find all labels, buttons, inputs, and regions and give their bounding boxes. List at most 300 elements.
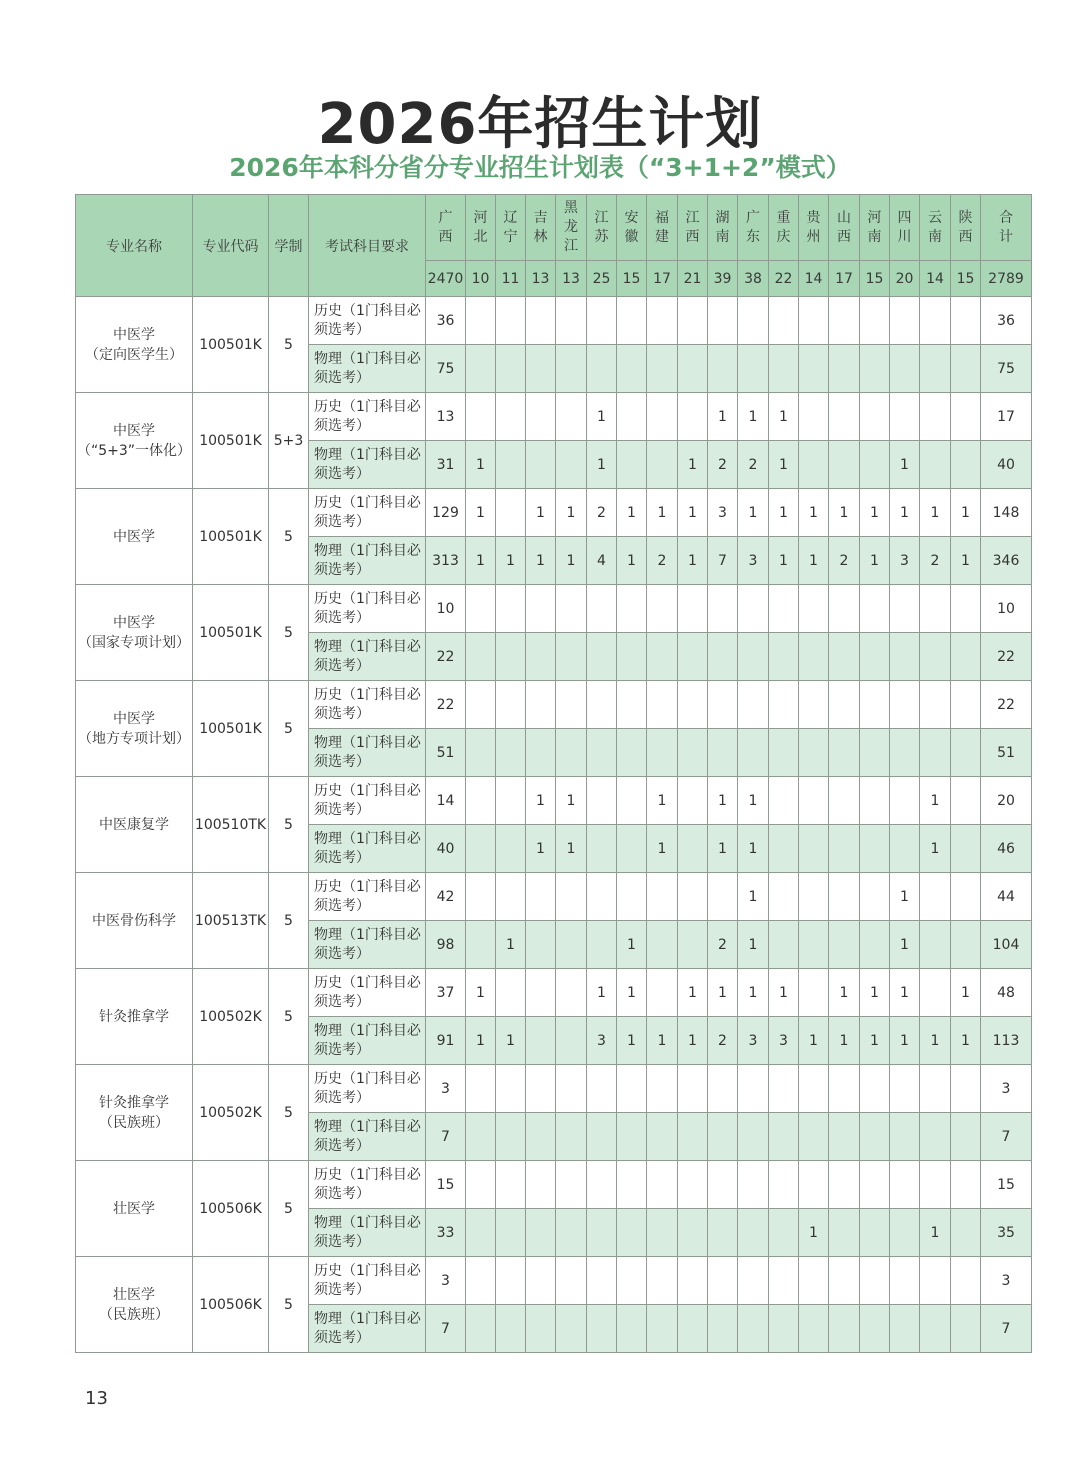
quota-cell (799, 441, 829, 489)
quota-cell: 40 (426, 825, 466, 873)
header-province-9 (708, 195, 738, 261)
quota-cell: 1 (829, 969, 860, 1017)
subject-requirement (309, 537, 426, 585)
quota-cell (829, 1257, 860, 1305)
quota-cell (466, 393, 496, 441)
quota-cell: 1 (556, 489, 587, 537)
quota-cell (526, 441, 556, 489)
quota-cell: 36 (426, 297, 466, 345)
quota-cell (587, 585, 617, 633)
quota-cell (799, 585, 829, 633)
quota-cell (951, 585, 981, 633)
subject-line: 历史（1门科目必 (314, 686, 421, 703)
row-total-cell: 17 (981, 393, 1032, 441)
row-total-cell: 75 (981, 345, 1032, 393)
quota-cell (526, 1161, 556, 1209)
quota-cell (829, 873, 860, 921)
header-province-0 (426, 195, 466, 261)
quota-cell (890, 777, 920, 825)
quota-cell: 1 (466, 1017, 496, 1065)
quota-cell (678, 633, 708, 681)
quota-cell: 1 (466, 969, 496, 1017)
header-subject: 考试科目要求 (309, 195, 426, 297)
header-province-12 (799, 195, 829, 261)
quota-cell (860, 297, 890, 345)
province-char: 湖 (715, 209, 730, 226)
quota-cell: 1 (466, 489, 496, 537)
quota-cell: 7 (426, 1305, 466, 1353)
quota-cell (556, 1017, 587, 1065)
quota-cell: 22 (426, 681, 466, 729)
row-total-cell: 46 (981, 825, 1032, 873)
row-total-cell: 15 (981, 1161, 1032, 1209)
province-char: 北 (473, 228, 488, 245)
quota-cell (587, 729, 617, 777)
major-name-line: （“5+3”一体化） (76, 442, 192, 459)
quota-cell: 42 (426, 873, 466, 921)
major-years: 5 (269, 585, 309, 681)
subject-requirement (309, 633, 426, 681)
subject-requirement (309, 585, 426, 633)
subject-line: 物理（1门科目必 (314, 1022, 421, 1039)
quota-cell (617, 681, 647, 729)
province-char: 苏 (594, 228, 609, 245)
quota-cell (951, 633, 981, 681)
quota-cell: 1 (951, 1017, 981, 1065)
quota-cell (647, 633, 678, 681)
quota-cell (769, 1209, 799, 1257)
quota-cell (738, 1257, 769, 1305)
quota-cell (556, 1065, 587, 1113)
quota-cell (678, 825, 708, 873)
quota-cell (556, 1305, 587, 1353)
major-name-line: 中医骨伤科学 (92, 912, 176, 929)
subject-line: 须选考） (314, 417, 370, 434)
major-name-line: 中医学 (113, 614, 155, 631)
quota-cell (678, 921, 708, 969)
quota-cell (799, 345, 829, 393)
table-row (76, 585, 1032, 633)
subject-line: 须选考） (314, 1185, 370, 1202)
province-char: 重 (776, 209, 791, 226)
quota-cell (617, 1161, 647, 1209)
quota-cell (526, 633, 556, 681)
quota-cell (738, 633, 769, 681)
subject-line: 历史（1门科目必 (314, 1166, 421, 1183)
province-char: 江 (564, 238, 578, 254)
quota-cell (890, 1161, 920, 1209)
row-total-cell: 104 (981, 921, 1032, 969)
quota-cell (860, 1065, 890, 1113)
subject-line: 历史（1门科目必 (314, 590, 421, 607)
quota-cell (829, 585, 860, 633)
header-total-12: 14 (799, 261, 829, 297)
major-years: 5+3 (269, 393, 309, 489)
quota-cell (920, 1305, 951, 1353)
subject-line: 须选考） (314, 1281, 370, 1298)
province-char: 徽 (624, 228, 639, 245)
major-years: 5 (269, 1161, 309, 1257)
quota-cell: 1 (738, 969, 769, 1017)
quota-cell: 1 (617, 1017, 647, 1065)
quota-cell (556, 1161, 587, 1209)
quota-cell: 3 (890, 537, 920, 585)
header-province-5 (587, 195, 617, 261)
quota-cell: 3 (769, 1017, 799, 1065)
subject-line: 须选考） (314, 993, 370, 1010)
subject-requirement (309, 825, 426, 873)
quota-cell: 7 (708, 537, 738, 585)
quota-cell (799, 825, 829, 873)
quota-cell (496, 873, 526, 921)
row-total-cell: 20 (981, 777, 1032, 825)
quota-cell (587, 1305, 617, 1353)
quota-cell (829, 297, 860, 345)
quota-cell: 1 (860, 489, 890, 537)
subject-line: 历史（1门科目必 (314, 974, 421, 991)
quota-cell (860, 825, 890, 873)
quota-cell (647, 969, 678, 1017)
quota-cell (860, 873, 890, 921)
quota-cell: 1 (769, 969, 799, 1017)
header-province-8 (678, 195, 708, 261)
quota-cell (769, 873, 799, 921)
province-char: 建 (655, 228, 669, 245)
quota-cell: 1 (799, 537, 829, 585)
quota-cell: 3 (426, 1065, 466, 1113)
subject-line: 历史（1门科目必 (314, 398, 421, 415)
quota-cell: 1 (708, 969, 738, 1017)
row-total-cell: 148 (981, 489, 1032, 537)
quota-cell (799, 921, 829, 969)
quota-cell (587, 345, 617, 393)
quota-cell: 1 (769, 441, 799, 489)
province-char: 辽 (503, 209, 518, 226)
quota-cell (587, 1161, 617, 1209)
province-char: 安 (624, 209, 639, 226)
quota-cell: 1 (526, 489, 556, 537)
header-total-13: 17 (829, 261, 860, 297)
subject-line: 物理（1门科目必 (314, 350, 421, 367)
subject-line: 须选考） (314, 1137, 370, 1154)
subject-line: 须选考） (314, 369, 370, 386)
province-char: 云 (928, 209, 942, 226)
quota-cell (769, 1065, 799, 1113)
quota-cell (860, 681, 890, 729)
quota-cell: 1 (860, 537, 890, 585)
quota-cell (617, 1305, 647, 1353)
subject-line: 物理（1门科目必 (314, 926, 421, 943)
quota-cell (496, 1161, 526, 1209)
quota-cell (890, 585, 920, 633)
quota-cell: 1 (496, 1017, 526, 1065)
header-province-17 (951, 195, 981, 261)
major-code: 100501K (193, 681, 269, 777)
quota-cell (769, 1113, 799, 1161)
quota-cell (829, 345, 860, 393)
major-name-line: （定向医学生） (85, 346, 183, 363)
header-total-18: 2789 (981, 261, 1032, 297)
quota-cell (951, 1065, 981, 1113)
quota-cell: 75 (426, 345, 466, 393)
quota-cell (526, 393, 556, 441)
quota-cell (708, 585, 738, 633)
header-province-2 (496, 195, 526, 261)
quota-cell: 129 (426, 489, 466, 537)
quota-cell (678, 729, 708, 777)
quota-cell (860, 1305, 890, 1353)
quota-cell (678, 1209, 708, 1257)
quota-cell (829, 441, 860, 489)
quota-cell (678, 1113, 708, 1161)
quota-cell (829, 1305, 860, 1353)
quota-cell (860, 441, 890, 489)
quota-cell (769, 1305, 799, 1353)
header-total-7: 17 (647, 261, 678, 297)
quota-cell (738, 1065, 769, 1113)
quota-cell (920, 873, 951, 921)
major-name (76, 873, 193, 969)
quota-cell (799, 729, 829, 777)
header-province-6 (617, 195, 647, 261)
header-total-4: 13 (556, 261, 587, 297)
quota-cell: 1 (799, 1209, 829, 1257)
quota-cell (951, 1161, 981, 1209)
quota-cell (496, 1113, 526, 1161)
quota-cell (556, 393, 587, 441)
quota-cell (587, 297, 617, 345)
quota-cell (466, 825, 496, 873)
quota-cell (496, 585, 526, 633)
quota-cell (708, 1209, 738, 1257)
subject-line: 须选考） (314, 1233, 370, 1250)
major-name (76, 1065, 193, 1161)
province-char: 西 (958, 228, 973, 245)
quota-cell: 1 (708, 393, 738, 441)
row-total-cell: 48 (981, 969, 1032, 1017)
quota-cell (617, 1065, 647, 1113)
subject-line: 须选考） (314, 1089, 370, 1106)
quota-cell (951, 1209, 981, 1257)
quota-cell (860, 1209, 890, 1257)
quota-cell (920, 297, 951, 345)
quota-cell: 1 (647, 825, 678, 873)
subject-requirement (309, 1161, 426, 1209)
subject-requirement (309, 921, 426, 969)
quota-cell: 51 (426, 729, 466, 777)
quota-cell: 2 (708, 441, 738, 489)
quota-cell: 1 (678, 969, 708, 1017)
quota-cell: 1 (829, 1017, 860, 1065)
quota-cell: 4 (587, 537, 617, 585)
quota-cell (829, 1065, 860, 1113)
quota-cell (799, 1305, 829, 1353)
major-name-line: 壮医学 (113, 1200, 155, 1217)
quota-cell (617, 729, 647, 777)
subject-line: 历史（1门科目必 (314, 1070, 421, 1087)
quota-cell (890, 1113, 920, 1161)
major-name (76, 969, 193, 1065)
header-major: 专业名称 (76, 195, 193, 297)
row-total-cell: 51 (981, 729, 1032, 777)
quota-cell (587, 1065, 617, 1113)
quota-cell: 1 (738, 489, 769, 537)
quota-cell (920, 393, 951, 441)
major-name (76, 297, 193, 393)
quota-cell: 1 (920, 777, 951, 825)
quota-cell: 1 (920, 489, 951, 537)
quota-cell (587, 633, 617, 681)
quota-cell (890, 345, 920, 393)
quota-cell: 1 (890, 873, 920, 921)
quota-cell (647, 1257, 678, 1305)
major-code: 100502K (193, 969, 269, 1065)
quota-cell: 2 (738, 441, 769, 489)
quota-cell (617, 1257, 647, 1305)
header-total-1: 10 (466, 261, 496, 297)
quota-cell (617, 1209, 647, 1257)
quota-cell: 1 (708, 777, 738, 825)
major-code: 100502K (193, 1065, 269, 1161)
quota-cell (799, 873, 829, 921)
quota-cell (466, 1305, 496, 1353)
quota-cell (738, 1209, 769, 1257)
quota-cell: 1 (466, 537, 496, 585)
quota-cell (860, 633, 890, 681)
quota-cell: 1 (799, 489, 829, 537)
quota-cell: 15 (426, 1161, 466, 1209)
subject-line: 须选考） (314, 897, 370, 914)
quota-cell (829, 393, 860, 441)
subject-line: 须选考） (314, 609, 370, 626)
quota-cell: 1 (587, 441, 617, 489)
quota-cell (496, 1065, 526, 1113)
quota-cell (496, 441, 526, 489)
major-name (76, 681, 193, 777)
major-code: 100506K (193, 1161, 269, 1257)
quota-cell: 1 (587, 393, 617, 441)
quota-cell: 1 (951, 537, 981, 585)
header-total-14: 15 (860, 261, 890, 297)
province-char: 四 (897, 209, 912, 226)
province-char: 山 (837, 209, 851, 226)
header-total-0: 2470 (426, 261, 466, 297)
quota-cell (708, 633, 738, 681)
quota-cell (647, 585, 678, 633)
quota-cell: 1 (617, 969, 647, 1017)
quota-cell (799, 1161, 829, 1209)
quota-cell (829, 825, 860, 873)
major-years: 5 (269, 969, 309, 1065)
subject-line: 须选考） (314, 321, 370, 338)
subject-line: 历史（1门科目必 (314, 782, 421, 799)
quota-cell (860, 1161, 890, 1209)
quota-cell (738, 1161, 769, 1209)
quota-cell: 14 (426, 777, 466, 825)
row-total-cell: 113 (981, 1017, 1032, 1065)
major-name-line: 壮医学 (113, 1286, 155, 1303)
quota-cell: 10 (426, 585, 466, 633)
major-code: 100501K (193, 489, 269, 585)
header-total-11: 22 (769, 261, 799, 297)
quota-cell: 1 (738, 825, 769, 873)
quota-cell (587, 921, 617, 969)
quota-cell: 1 (799, 1017, 829, 1065)
subject-line: 须选考） (314, 465, 370, 482)
province-char: 龙 (564, 219, 578, 235)
major-years: 5 (269, 1065, 309, 1161)
header-total-2: 11 (496, 261, 526, 297)
enrollment-plan-table (75, 194, 1032, 1353)
quota-cell (526, 1305, 556, 1353)
subject-line: 物理（1门科目必 (314, 542, 421, 559)
quota-cell (920, 921, 951, 969)
major-years: 5 (269, 777, 309, 873)
major-years: 5 (269, 681, 309, 777)
quota-cell (829, 777, 860, 825)
province-char: 庆 (776, 228, 791, 245)
quota-cell: 1 (526, 777, 556, 825)
table-row (76, 777, 1032, 825)
quota-cell (951, 297, 981, 345)
quota-cell (860, 393, 890, 441)
quota-cell: 1 (678, 489, 708, 537)
quota-cell (920, 729, 951, 777)
quota-cell (647, 729, 678, 777)
quota-cell (526, 1113, 556, 1161)
quota-cell: 1 (951, 489, 981, 537)
major-name (76, 393, 193, 489)
quota-cell (617, 297, 647, 345)
quota-cell (617, 393, 647, 441)
row-total-cell: 40 (981, 441, 1032, 489)
major-name-line: （地方专项计划） (78, 730, 190, 747)
subject-line: 须选考） (314, 753, 370, 770)
quota-cell (647, 1161, 678, 1209)
quota-cell (769, 825, 799, 873)
subject-requirement (309, 1113, 426, 1161)
quota-cell: 1 (617, 489, 647, 537)
quota-cell (617, 873, 647, 921)
quota-cell: 1 (617, 537, 647, 585)
quota-cell (587, 1113, 617, 1161)
subject-line: 物理（1门科目必 (314, 1214, 421, 1231)
quota-cell: 1 (556, 825, 587, 873)
quota-cell (890, 1209, 920, 1257)
row-total-cell: 346 (981, 537, 1032, 585)
quota-cell (708, 1161, 738, 1209)
subject-requirement (309, 1209, 426, 1257)
quota-cell (829, 1113, 860, 1161)
quota-cell (951, 825, 981, 873)
quota-cell: 1 (860, 969, 890, 1017)
quota-cell: 2 (647, 537, 678, 585)
quota-cell (769, 633, 799, 681)
quota-cell: 3 (587, 1017, 617, 1065)
quota-cell: 313 (426, 537, 466, 585)
quota-cell (647, 921, 678, 969)
quota-cell (890, 825, 920, 873)
quota-cell (738, 1113, 769, 1161)
province-char: 贵 (806, 209, 821, 226)
quota-cell (890, 1065, 920, 1113)
quota-cell (587, 777, 617, 825)
subject-requirement (309, 681, 426, 729)
quota-cell (556, 633, 587, 681)
quota-cell (860, 1113, 890, 1161)
quota-cell: 1 (951, 969, 981, 1017)
quota-cell (496, 969, 526, 1017)
